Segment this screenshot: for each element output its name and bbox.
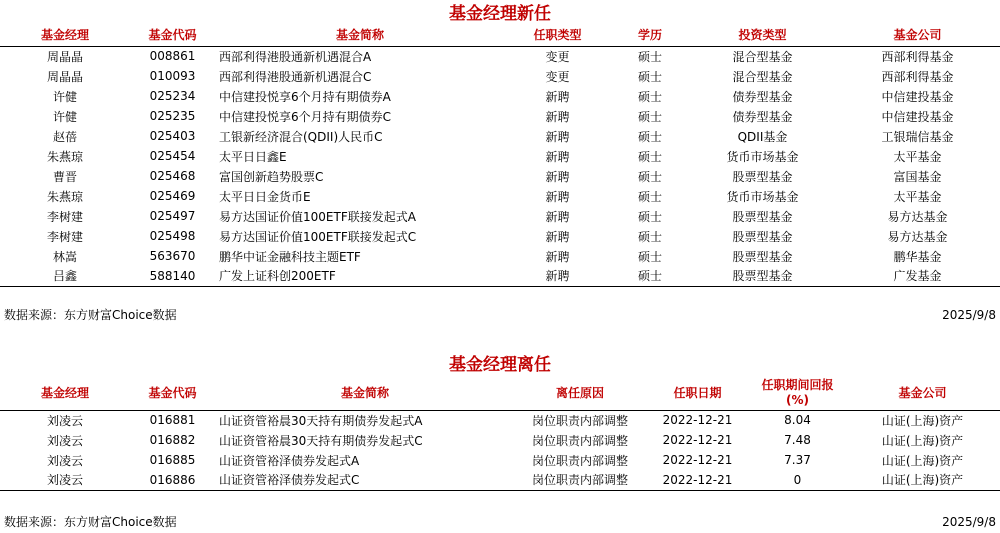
company-cell: 广发基金	[835, 266, 1000, 286]
manager-cell: 许健	[52, 109, 77, 124]
education-cell: 硕士	[610, 266, 690, 286]
code-cell: 025454	[149, 149, 196, 163]
report-date: 2025/9/8	[942, 515, 996, 529]
header-departure-reason: 离任原因	[515, 377, 645, 410]
section2-footer	[4, 514, 996, 530]
fund-name-cell: 山证资管裕晨30天持有期债券发起式C	[219, 433, 423, 448]
fund-name-cell: 易方达国证价值100ETF联接发起式A	[219, 209, 416, 224]
company-cell: 太平基金	[893, 149, 942, 164]
company-cell: 山证(上海)资产	[881, 433, 964, 448]
table-row	[0, 226, 1000, 246]
appointment-type-cell: 新聘	[545, 109, 570, 124]
manager-cell: 李树建	[46, 209, 83, 224]
tenure-return-cell: 7.37	[784, 453, 811, 467]
code-cell: 016881	[149, 413, 196, 428]
header-company: 基金公司	[835, 24, 1000, 46]
education-cell: 硕士	[637, 149, 662, 164]
fund-name-cell: 山证资管裕泽债券发起式C	[215, 470, 515, 490]
header-code: 基金代码	[130, 377, 215, 410]
table-row	[0, 66, 1000, 86]
table-header-row	[0, 24, 1000, 46]
departure-reason-cell: 岗位职责内部调整	[531, 433, 628, 448]
code-cell: 588140	[130, 266, 215, 286]
start-date-cell: 2022-12-21	[662, 433, 733, 447]
appointment-type-cell: 新聘	[545, 189, 570, 204]
new-manager-table	[0, 24, 1000, 287]
departure-reason-cell: 岗位职责内部调整	[515, 470, 645, 490]
education-cell: 硕士	[637, 189, 662, 204]
appointment-type-cell: 新聘	[545, 169, 570, 184]
fund-name-cell: 易方达国证价值100ETF联接发起式C	[219, 229, 417, 244]
code-cell: 563670	[149, 249, 196, 263]
education-cell: 硕士	[637, 69, 662, 84]
manager-cell: 赵蓓	[52, 129, 77, 144]
tenure-return-cell: 7.48	[784, 433, 811, 447]
table-row	[0, 126, 1000, 146]
fund-name-cell: 中信建投悦享6个月持有期债券C	[219, 109, 392, 124]
code-cell: 025403	[149, 129, 196, 143]
code-cell: 016885	[149, 453, 196, 467]
manager-cell: 李树建	[46, 229, 83, 244]
company-cell: 易方达基金	[887, 229, 948, 244]
education-cell: 硕士	[637, 229, 662, 244]
invest-type-cell: 债券型基金	[732, 109, 793, 124]
fund-name-cell: 广发上证科创200ETF	[215, 266, 505, 286]
company-cell: 工银瑞信基金	[881, 129, 954, 144]
code-cell: 016882	[149, 433, 196, 447]
manager-cell: 朱燕琼	[46, 149, 83, 164]
appointment-type-cell: 新聘	[545, 229, 570, 244]
departure-reason-cell: 岗位职责内部调整	[531, 413, 628, 428]
company-cell: 山证(上海)资产	[881, 453, 964, 468]
fund-name-cell: 工银新经济混合(QDII)人民币C	[219, 129, 383, 144]
education-cell: 硕士	[637, 169, 662, 184]
education-cell: 硕士	[637, 129, 662, 144]
departure-reason-cell: 岗位职责内部调整	[531, 453, 628, 468]
table-row	[0, 186, 1000, 206]
header-invest-type: 投资类型	[690, 24, 835, 46]
fund-name-cell: 鹏华中证金融科技主题ETF	[219, 249, 361, 264]
education-cell: 硕士	[637, 249, 662, 264]
invest-type-cell: 股票型基金	[732, 249, 793, 264]
invest-type-cell: 股票型基金	[732, 169, 793, 184]
section2-title: 基金经理离任	[449, 355, 551, 375]
invest-type-cell: 货币市场基金	[726, 149, 799, 164]
header-tenure-return-line2: (%)	[786, 393, 809, 408]
tenure-return-cell: 8.04	[784, 413, 811, 428]
invest-type-cell: 股票型基金	[732, 229, 793, 244]
education-cell: 硕士	[637, 109, 662, 124]
invest-type-cell: 货币市场基金	[726, 189, 799, 204]
tenure-return-cell: 0	[750, 470, 845, 490]
company-cell: 易方达基金	[887, 209, 948, 224]
table-row	[0, 246, 1000, 266]
manager-cell: 许健	[52, 89, 77, 104]
section1-footer	[4, 307, 996, 323]
fund-name-cell: 太平日日金货币E	[219, 189, 311, 204]
code-cell: 025498	[149, 229, 196, 243]
invest-type-cell: 股票型基金	[690, 266, 835, 286]
table-row	[0, 166, 1000, 186]
start-date-cell: 2022-12-21	[662, 413, 733, 428]
header-education: 学历	[610, 24, 690, 46]
table-row	[0, 430, 1000, 450]
start-date-cell: 2022-12-21	[662, 453, 733, 467]
company-cell: 山证(上海)资产	[845, 470, 1000, 490]
invest-type-cell: 股票型基金	[732, 209, 793, 224]
fund-name-cell: 西部利得港股通新机遇混合C	[219, 69, 372, 84]
table-row	[0, 450, 1000, 470]
appointment-type-cell: 新聘	[545, 129, 570, 144]
manager-cell: 刘凌云	[0, 470, 130, 490]
header-tenure-return	[750, 377, 845, 410]
company-cell: 富国基金	[893, 169, 942, 184]
code-cell: 025468	[149, 169, 196, 183]
company-cell: 中信建投基金	[881, 89, 954, 104]
table-row	[0, 410, 1000, 430]
company-cell: 中信建投基金	[881, 109, 954, 124]
code-cell: 025235	[149, 109, 196, 123]
manager-cell: 朱燕琼	[46, 189, 83, 204]
invest-type-cell: QDII基金	[737, 129, 788, 144]
table-row	[0, 86, 1000, 106]
manager-cell: 周晶晶	[46, 49, 83, 64]
start-date-cell: 2022-12-21	[645, 470, 750, 490]
code-cell: 008861	[149, 49, 196, 64]
manager-cell: 曹晋	[52, 169, 77, 184]
header-fund-name: 基金简称	[215, 24, 505, 46]
header-code: 基金代码	[130, 24, 215, 46]
header-manager: 基金经理	[0, 24, 130, 46]
fund-name-cell: 西部利得港股通新机遇混合A	[219, 49, 372, 64]
appointment-type-cell: 变更	[545, 69, 570, 84]
table-row	[0, 470, 1000, 490]
appointment-type-cell: 变更	[545, 49, 570, 64]
fund-name-cell: 山证资管裕晨30天持有期债券发起式A	[219, 413, 423, 428]
table-row	[0, 266, 1000, 286]
data-source: 数据来源：东方财富Choice数据	[4, 308, 177, 322]
company-cell: 山证(上海)资产	[881, 413, 964, 428]
manager-cell: 周晶晶	[46, 69, 83, 84]
header-company: 基金公司	[845, 377, 1000, 410]
appointment-type-cell: 新聘	[545, 149, 570, 164]
invest-type-cell: 混合型基金	[732, 49, 793, 64]
section1-title: 基金经理新任	[449, 4, 551, 24]
manager-cell: 刘凌云	[46, 433, 83, 448]
invest-type-cell: 混合型基金	[732, 69, 793, 84]
fund-name-cell: 富国创新趋势股票C	[219, 169, 324, 184]
code-cell: 025234	[149, 89, 196, 103]
table-row	[0, 106, 1000, 126]
education-cell: 硕士	[637, 209, 662, 224]
table-row	[0, 206, 1000, 226]
manager-cell: 林嵩	[52, 249, 77, 264]
code-cell: 025497	[149, 209, 196, 223]
report-date: 2025/9/8	[942, 308, 996, 322]
education-cell: 硕士	[637, 89, 662, 104]
manager-cell: 刘凌云	[46, 413, 83, 428]
code-cell: 016886	[130, 470, 215, 490]
header-start-date: 任职日期	[645, 377, 750, 410]
fund-name-cell: 中信建投悦享6个月持有期债券A	[219, 89, 391, 104]
header-fund-name: 基金简称	[215, 377, 515, 410]
header-tenure-return-line1: 任职期间回报	[761, 378, 834, 393]
table-row	[0, 146, 1000, 166]
manager-cell: 刘凌云	[46, 453, 83, 468]
education-cell: 硕士	[637, 49, 662, 64]
appointment-type-cell: 新聘	[505, 266, 610, 286]
header-manager: 基金经理	[0, 377, 130, 410]
company-cell: 西部利得基金	[881, 69, 954, 84]
company-cell: 鹏华基金	[893, 249, 942, 264]
fund-name-cell: 山证资管裕泽债券发起式A	[219, 453, 360, 468]
invest-type-cell: 债券型基金	[732, 89, 793, 104]
appointment-type-cell: 新聘	[545, 249, 570, 264]
code-cell: 010093	[149, 69, 196, 83]
table-row	[0, 46, 1000, 66]
code-cell: 025469	[149, 189, 196, 203]
company-cell: 西部利得基金	[881, 49, 954, 64]
header-appointment-type: 任职类型	[505, 24, 610, 46]
manager-cell: 吕鑫	[0, 266, 130, 286]
appointment-type-cell: 新聘	[545, 209, 570, 224]
table-header-row	[0, 377, 1000, 410]
fund-name-cell: 太平日日鑫E	[219, 149, 287, 164]
appointment-type-cell: 新聘	[545, 89, 570, 104]
data-source: 数据来源：东方财富Choice数据	[4, 515, 177, 529]
departed-manager-table	[0, 377, 1000, 491]
company-cell: 太平基金	[893, 189, 942, 204]
